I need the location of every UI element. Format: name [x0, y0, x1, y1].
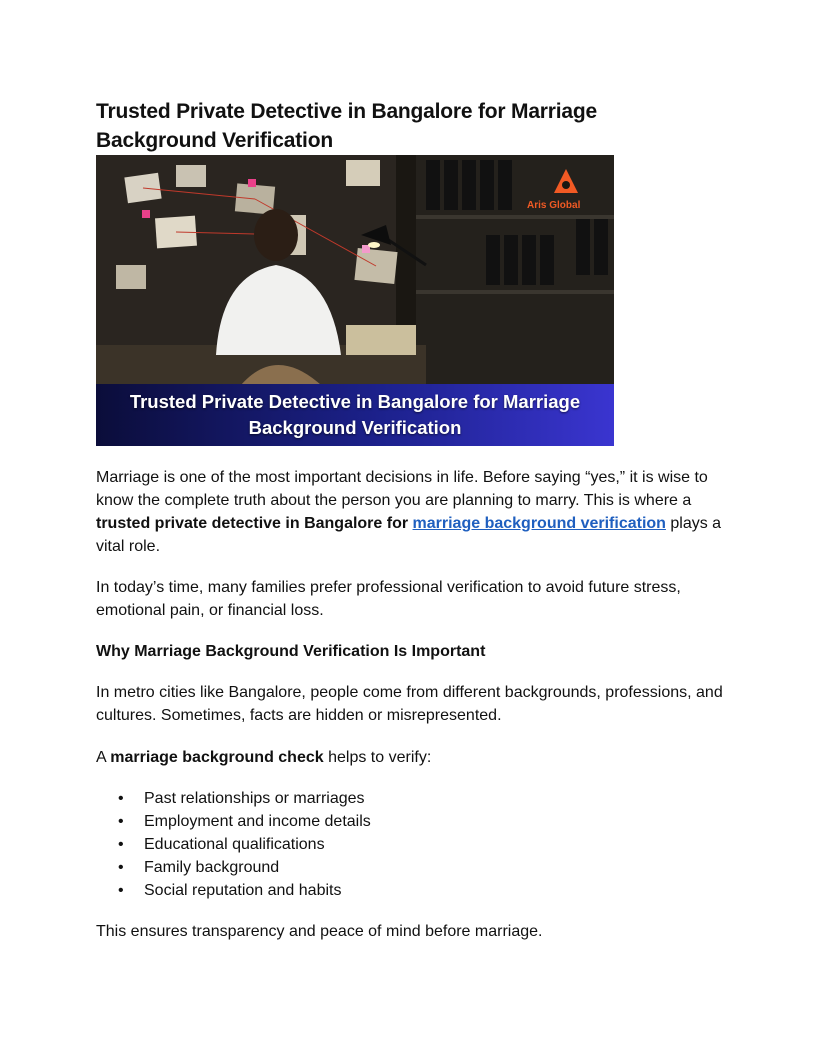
list-item-text: Family background [144, 859, 280, 876]
brand-logo-text: Aris Global [527, 200, 581, 211]
list-item-text: Employment and income details [144, 813, 371, 830]
intro-text: Marriage is one of the most important decisions in life. Before saying “yes,” it is wise to know the complete truth about the person you are planning to marry. This is where a [96, 469, 708, 509]
check-suffix: helps to verify: [323, 749, 432, 766]
banner-line-2: Background Verification [248, 417, 462, 438]
bullet-icon: • [118, 813, 124, 830]
banner-line-1: Trusted Private Detective in Bangalore for Marriage [129, 391, 581, 412]
marriage-verification-link[interactable]: marriage background verification [412, 515, 666, 532]
check-prefix: A [96, 749, 111, 766]
check-bold-text: marriage background check [110, 749, 324, 766]
hero-image [96, 155, 614, 446]
intro-text-end: plays a vital role. [96, 515, 722, 555]
list-item [96, 787, 371, 810]
closing-paragraph: This ensures transparency and peace of mind before marriage. [96, 923, 543, 940]
section-heading: Why Marriage Background Verification Is Important [96, 643, 486, 660]
page-title: Trusted Private Detective in Bangalore for Marriage Background Verification [96, 100, 597, 152]
list-item [96, 833, 371, 856]
list-item [96, 856, 371, 879]
hero-banner [96, 384, 614, 446]
list-item-text: Past relationships or marriages [144, 790, 365, 807]
paragraph-check-intro [96, 746, 726, 769]
intro-paragraph [96, 466, 726, 558]
bullet-icon: • [118, 790, 124, 807]
verification-list [96, 787, 371, 902]
bullet-icon: • [118, 882, 124, 899]
list-item [96, 879, 371, 902]
bullet-icon: • [118, 859, 124, 876]
paragraph-families: In today’s time, many families prefer professional verification to avoid future stress, emotional pain, or financial loss. [96, 579, 681, 619]
list-item-text: Social reputation and habits [144, 882, 342, 899]
list-item [96, 810, 371, 833]
list-item-text: Educational qualifications [144, 836, 325, 853]
intro-bold-text: trusted private detective in Bangalore for [96, 515, 409, 532]
paragraph-metro-cities: In metro cities like Bangalore, people come from different backgrounds, professions, and cultures. Sometimes, facts are hidden or misrepresented. [96, 684, 723, 724]
bullet-icon: • [118, 836, 124, 853]
